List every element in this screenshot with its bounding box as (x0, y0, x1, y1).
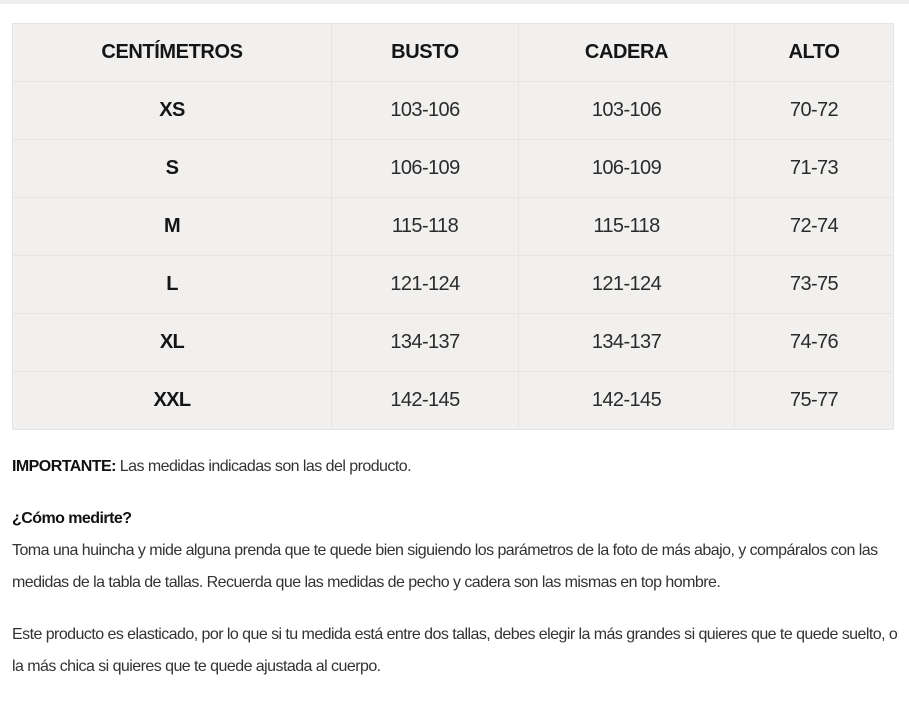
cadera-cell: 121-124 (519, 256, 735, 314)
size-notes (12, 451, 902, 683)
cadera-cell: 103-106 (519, 82, 735, 140)
busto-cell: 106-109 (332, 140, 519, 198)
important-note (12, 451, 902, 483)
cadera-cell: 106-109 (519, 140, 735, 198)
size-cell: XL (13, 314, 332, 372)
size-cell: XS (13, 82, 332, 140)
alto-cell: 72-74 (735, 198, 894, 256)
elastic-note: Este producto es elasticado, por lo que si tu medida está entre dos tallas, debes elegir la más grandes si quieres que te quede suelto, o la más chica si quieres que te quede ajustada al cuerpo. (12, 626, 898, 675)
cadera-cell: 115-118 (519, 198, 735, 256)
size-cell: M (13, 198, 332, 256)
important-label: IMPORTANTE: (12, 458, 116, 475)
table-row (13, 198, 894, 256)
table-header-row (13, 24, 894, 82)
header-centimetros: CENTÍMETROS (13, 24, 332, 82)
alto-cell: 71-73 (735, 140, 894, 198)
size-cell: S (13, 140, 332, 198)
header-busto: BUSTO (332, 24, 519, 82)
busto-cell: 103-106 (332, 82, 519, 140)
top-divider (0, 0, 909, 4)
table-row (13, 140, 894, 198)
header-alto: ALTO (735, 24, 894, 82)
how-to-measure-title: ¿Cómo medirte? (12, 510, 132, 527)
how-to-measure-text: Toma una huincha y mide alguna prenda que te quede bien siguiendo los parámetros de la foto de más abajo, y compáralos con las medidas de la tabla de tallas. Recuerda que las medidas de pecho y cadera son las mismas en top hombre. (12, 542, 878, 591)
alto-cell: 74-76 (735, 314, 894, 372)
busto-cell: 142-145 (332, 372, 519, 430)
size-cell: XXL (13, 372, 332, 430)
table-row (13, 82, 894, 140)
alto-cell: 70-72 (735, 82, 894, 140)
size-cell: L (13, 256, 332, 314)
header-cadera: CADERA (519, 24, 735, 82)
table-row (13, 256, 894, 314)
size-chart-table (12, 23, 894, 430)
table-row (13, 372, 894, 430)
how-to-measure (12, 503, 902, 599)
cadera-cell: 142-145 (519, 372, 735, 430)
table-row (13, 314, 894, 372)
cadera-cell: 134-137 (519, 314, 735, 372)
busto-cell: 115-118 (332, 198, 519, 256)
busto-cell: 134-137 (332, 314, 519, 372)
alto-cell: 75-77 (735, 372, 894, 430)
important-text: Las medidas indicadas son las del producto. (115, 458, 411, 475)
busto-cell: 121-124 (332, 256, 519, 314)
alto-cell: 73-75 (735, 256, 894, 314)
